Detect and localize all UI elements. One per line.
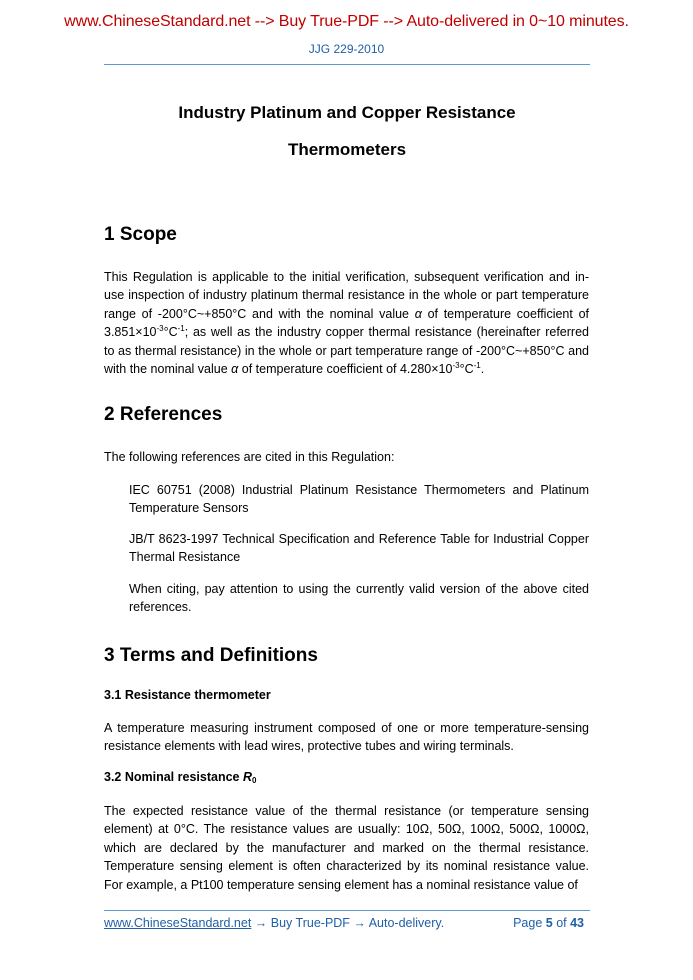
scope-paragraph: This Regulation is applicable to the initial verification, subsequent verification and in-use inspection of industry platinum thermal resistance in the whole or part temperature range of -200°C~+850°C and with the nominal value α of temperature coefficient of $3.851\times 10^{-3}^\circ C^{-1}$; as well as the industry copper thermal resistance (hereinafter referred to as thermal resistance) in the whole or part temperature range of -200°C~+850°C and with the nominal value α of temperature coefficient of $4.280\times 10^{-3}^\circ C^{-1}$.	[104, 270, 589, 377]
subsection-heading-resistance-thermometer: 3.1 Resistance thermometer	[104, 688, 271, 702]
document-title	[104, 94, 590, 168]
promo-banner[interactable]: www.ChineseStandard.net --> Buy True-PDF --> Auto-delivered in 0~10 minutes.	[64, 13, 629, 30]
reference-note: When citing, pay attention to using the currently valid version of the above cited references.	[129, 582, 589, 615]
title-line-2: Thermometers	[287, 140, 407, 159]
subsection-heading-nominal-resistance: 3.2 Nominal resistance $R_0$	[104, 770, 257, 785]
footer-delivery-text: → Buy True-PDF → Auto-delivery.	[251, 916, 445, 930]
current-page: 5	[545, 916, 553, 930]
section-heading-terms: 3 Terms and Definitions	[104, 645, 318, 666]
page-footer	[104, 916, 590, 930]
total-pages: 43	[570, 916, 584, 930]
standard-code: JJG 229-2010	[308, 42, 385, 56]
footer-site-link[interactable]: www.ChineseStandard.net	[104, 916, 252, 930]
references-intro: The following references are cited in this Regulation:	[104, 450, 395, 464]
page-indicator: Page 5 of 43	[513, 916, 584, 930]
header-divider	[104, 64, 590, 65]
resistance-thermometer-definition: A temperature measuring instrument composed of one or more temperature-sensing resistance elements with lead wires, protective tubes and wiring terminals.	[104, 721, 589, 754]
footer-divider	[104, 910, 590, 911]
nominal-resistance-definition: The expected resistance value of the thermal resistance (or temperature sensing element) at 0°C. The resistance values are usually: 10Ω, 50Ω, 100Ω, 500Ω, 1000Ω, which are declared by the manufacturer and marked on the thermal resistance. Temperature sensing element is often characterized by its nominal resistance value. For example, a Pt100 temperature sensing element has a nominal resistance value of	[104, 804, 589, 892]
title-line-1: Industry Platinum and Copper Resistance	[178, 103, 516, 122]
section-heading-scope: 1 Scope	[104, 224, 177, 245]
section-heading-references: 2 References	[104, 404, 223, 425]
reference-item: JB/T 8623-1997 Technical Specification and Reference Table for Industrial Copper Thermal Resistance	[129, 532, 589, 565]
reference-item: IEC 60751 (2008) Industrial Platinum Resistance Thermometers and Platinum Temperature Sensors	[129, 483, 589, 516]
